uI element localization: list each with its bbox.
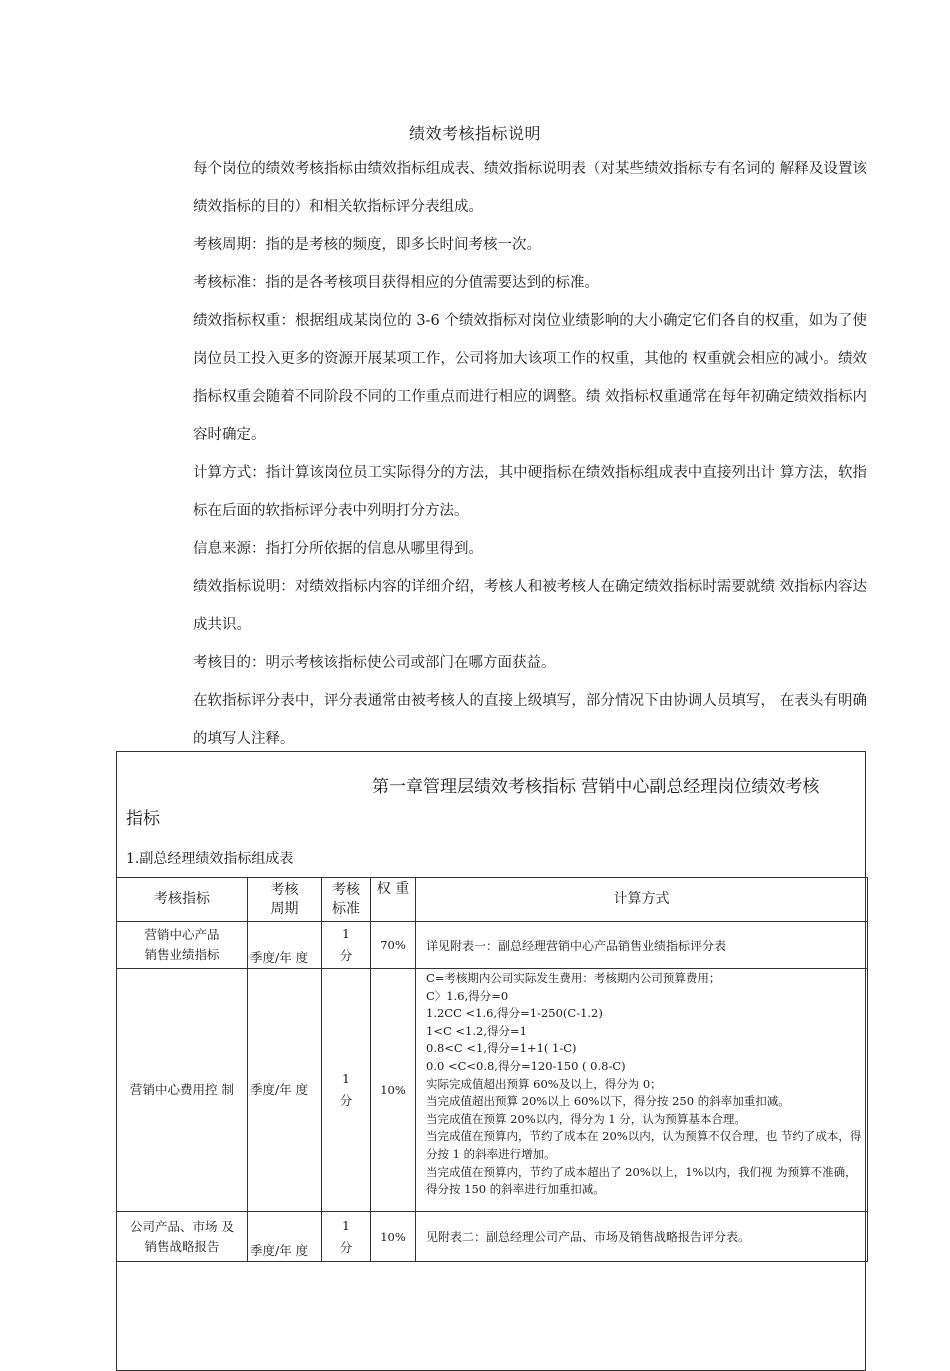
period-cell: 季度/年 度 bbox=[248, 922, 322, 969]
method-line: 实际完成值超出预算 60%及以上，得分为 0； bbox=[426, 1076, 662, 1091]
indicator-name: 营销中心产品 销售业绩指标 bbox=[117, 922, 248, 969]
method-line: 0.0 <C<0.8,得分=120-150 ( 0.8-C) bbox=[426, 1058, 626, 1073]
intro-paragraphs bbox=[193, 150, 867, 758]
weight-cell: 10% bbox=[371, 969, 416, 1212]
method-line: C〉1.6,得分=0 bbox=[426, 988, 509, 1003]
period-cell: 季度/年 度 bbox=[248, 969, 322, 1212]
header-weight: 权 重 bbox=[371, 878, 416, 922]
standard-cell: 1 分 bbox=[322, 922, 371, 969]
weight-cell: 10% bbox=[371, 1212, 416, 1262]
paragraph: 计算方式：指计算该岗位员工实际得分的方法，其中硬指标在绩效指标组成表中直接列出计 算方法，软指标在后面的软指标评分表中列明打分方法。 bbox=[193, 465, 867, 519]
method-line: 1.2CC <1.6,得分=1-250(C-1.2) bbox=[426, 1006, 603, 1021]
method-cell bbox=[416, 969, 868, 1212]
method-line: 0.8<C <1,得分=1+1( 1-C) bbox=[426, 1041, 577, 1056]
header-standard: 考核 标准 bbox=[322, 878, 371, 922]
paragraph: 在软指标评分表中，评分表通常由被考核人的直接上级填写，部分情况下由协调人员填写， 在表头有明确的填写人注释。 bbox=[193, 693, 867, 747]
method-line: 当完成值在预算 20%以内，得分为 1 分，认为预算基本合理。 bbox=[426, 1111, 746, 1126]
header-indicator: 考核指标 bbox=[117, 878, 248, 922]
method-cell: 见附表二：副总经理公司产品、市场及销售战略报告评分表。 bbox=[416, 1212, 868, 1262]
standard-cell: 1 分 bbox=[322, 969, 371, 1212]
period-cell: 季度/年 度 bbox=[248, 1212, 322, 1262]
paragraph: 信息来源：指打分所依据的信息从哪里得到。 bbox=[193, 541, 483, 557]
paragraph: 考核周期：指的是考核的频度，即多长时间考核一次。 bbox=[193, 237, 541, 253]
table-row bbox=[117, 969, 868, 1212]
header-method: 计算方式 bbox=[416, 878, 868, 922]
method-line: 当完成值超出预算 20%以上 60%以下，得分按 250 的斜率加重扣减。 bbox=[426, 1094, 790, 1109]
chapter-heading-continued: 指标 bbox=[126, 809, 160, 829]
method-line: 当完成值在预算内，节约了成本在 20%以内，认为预算不仅合理，也 节约了成本，得分按 1 的斜率进行增加。 bbox=[426, 1129, 862, 1161]
header-period: 考核 周期 bbox=[248, 878, 322, 922]
method-line: C=考核期内公司实际发生费用：考核期内公司预算费用； bbox=[426, 971, 721, 985]
chapter-heading: 第一章管理层绩效考核指标 营销中心副总经理岗位绩效考核 bbox=[372, 777, 820, 797]
paragraph: 绩效指标说明：对绩效指标内容的详细介绍，考核人和被考核人在确定绩效指标时需要就绩 效指标内容达成共识。 bbox=[193, 579, 867, 633]
paragraph: 每个岗位的绩效考核指标由绩效指标组成表、绩效指标说明表（对某些绩效指标专有名词的 解释及设置该绩效指标的目的）和相关软指标评分表组成。 bbox=[193, 161, 867, 215]
method-line: 1<C <1.2,得分=1 bbox=[426, 1023, 527, 1038]
indicator-name: 公司产品、市场 及 销售战略报告 bbox=[117, 1212, 248, 1262]
standard-cell: 1 分 bbox=[322, 1212, 371, 1262]
table-header-row bbox=[117, 878, 868, 922]
indicator-name: 营销中心费用控 制 bbox=[117, 969, 248, 1212]
method-cell: 详见附表一：副总经理营销中心产品销售业绩指标评分表 bbox=[416, 922, 868, 969]
method-line: 当完成值在预算内，节约了成本超出了 20%以上，1%以内，我们视 为预算不准确，得分按 150 的斜率进行加重扣减。 bbox=[426, 1164, 857, 1197]
paragraph: 绩效指标权重：根据组成某岗位的 3-6 个绩效指标对岗位业绩影响的大小确定它们各自的权重，如为了使岗位员工投入更多的资源开展某项工作，公司将加大该项工作的权重，其他的 权重就会相应的减小。绩效指标权重会随着不同阶段不同的工作重点而进行相应的调整。绩 效指标权重通常在每年初确定绩效指标内容时确定。 bbox=[193, 313, 867, 443]
table-caption: 1.副总经理绩效指标组成表 bbox=[126, 851, 294, 867]
paragraph: 考核标准：指的是各考核项目获得相应的分值需要达到的标准。 bbox=[193, 275, 599, 291]
weight-cell: 70% bbox=[371, 922, 416, 969]
paragraph: 考核目的：明示考核该指标使公司或部门在哪方面获益。 bbox=[193, 655, 556, 671]
document-title: 绩效考核指标说明 bbox=[408, 124, 541, 143]
indicator-table bbox=[116, 877, 868, 1262]
table-row bbox=[117, 922, 868, 969]
table-row bbox=[117, 1212, 868, 1262]
